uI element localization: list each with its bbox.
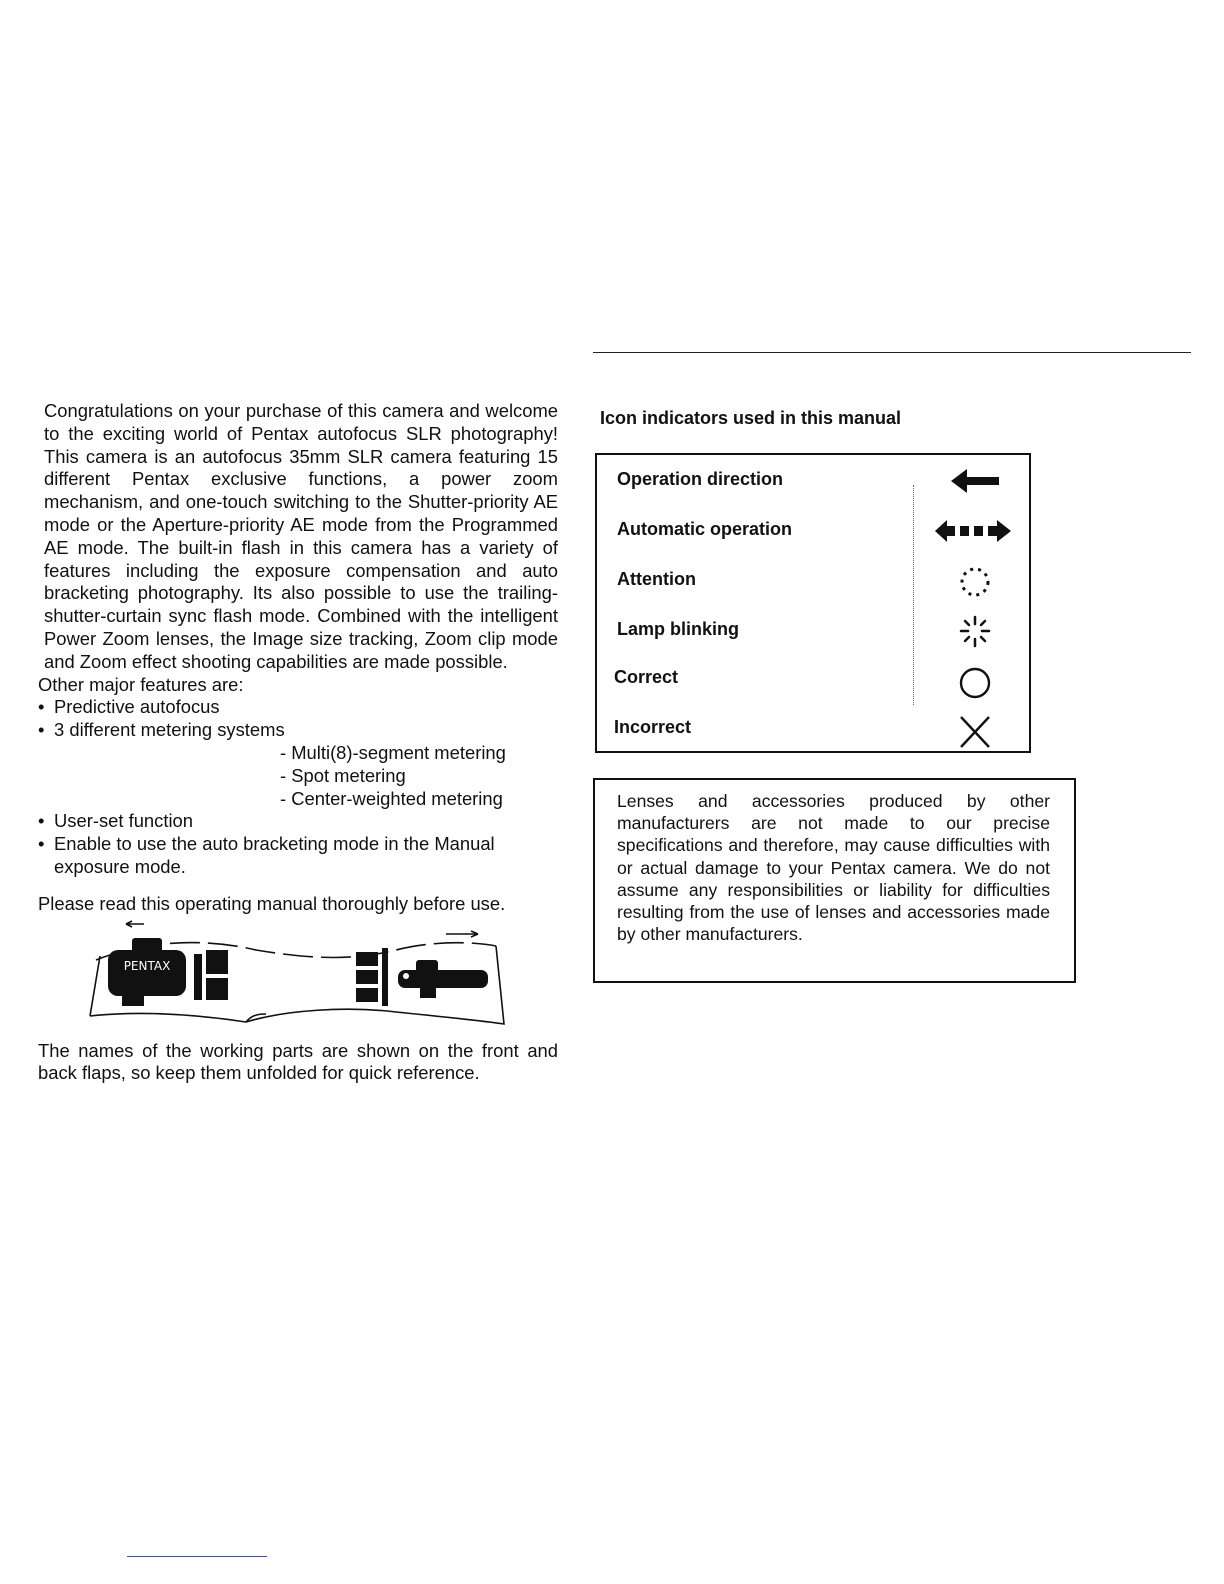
intro-paragraph: Congratulations on your purchase of this camera and welcome to the exciting world of Pentax autofocus SLR photography! This camera is an autofocus 35mm SLR camera featuring 15 different Pentax exclusive functions, a power zoom mechanism, and one-touch switching to the Shutter-priority AE mode or the Aperture-priority AE mode from the Programmed AE mode. The built-in flash in this camera has a variety of features including the exposure compensation and auto bracketing photography. Its also possible to use the trailing-shutter-curtain sync flash mode. Combined with the intelligent Power Zoom lenses, the Image size tracking, Zoom clip mode and Zoom effect shooting capabilities are made possible. — [44, 400, 558, 672]
icon-label-automatic-operation: Automatic operation — [617, 519, 793, 539]
please-read-note: Please read this operating manual thoroughly before use. — [38, 892, 506, 914]
circle-icon — [947, 663, 1003, 703]
icon-indicators-column — [593, 400, 1083, 945]
feature-metering-label: 3 different metering systems — [54, 719, 285, 741]
metering-type-center-weighted: - Center-weighted metering — [280, 788, 558, 811]
pentax-logo: PENTAX — [123, 958, 171, 973]
icon-label-incorrect: Incorrect — [614, 717, 692, 737]
feature-user-set-function: • User-set function — [38, 810, 558, 833]
icon-row-automatic-operation — [617, 511, 1017, 551]
blinking-lamp-icon — [947, 611, 1003, 651]
third-party-lens-notice — [593, 778, 1076, 983]
icon-label-operation-direction: Operation direction — [617, 469, 784, 489]
metering-type-spot: - Spot metering — [280, 765, 558, 788]
top-divider — [593, 352, 1191, 353]
dotted-circle-icon — [947, 561, 1003, 601]
dotted-double-arrow-icon — [933, 511, 1019, 551]
working-parts-note: The names of the working parts are shown on the front and back flaps, so keep them unfolded for quick reference. — [38, 1039, 558, 1084]
feature-metering-systems — [38, 719, 558, 810]
fold-right-arrow-icon — [446, 931, 478, 937]
camera-top-view-icon — [398, 960, 488, 998]
bottom-divider — [127, 1556, 267, 1557]
icon-row-attention — [617, 561, 1017, 601]
feature-list — [38, 696, 558, 878]
back-flap-pages-icon — [356, 948, 388, 1006]
icon-label-correct: Correct — [614, 667, 679, 687]
metering-type-list — [54, 742, 558, 810]
fold-left-arrow-icon — [126, 921, 144, 927]
pentax-camera-icon — [108, 938, 186, 1006]
metering-type-multi-segment: - Multi(8)-segment metering — [280, 742, 558, 765]
icon-row-incorrect — [614, 709, 1017, 749]
icon-legend-box — [595, 453, 1031, 753]
icon-label-attention: Attention — [617, 569, 696, 589]
front-flap-pages-icon — [194, 950, 228, 1000]
x-icon — [947, 711, 1003, 751]
arrow-left-icon — [947, 461, 1003, 501]
introduction-column — [38, 400, 558, 1085]
feature-auto-bracketing: • Enable to use the auto bracketing mode in the Manual exposure mode. — [38, 833, 558, 879]
icon-label-lamp-blinking: Lamp blinking — [617, 619, 740, 639]
icon-row-operation-direction — [617, 461, 1017, 501]
manual-flaps-illustration — [86, 920, 516, 1030]
other-features-label: Other major features are: — [38, 673, 244, 695]
icon-row-correct — [614, 659, 1017, 699]
feature-predictive-autofocus: • Predictive autofocus — [38, 696, 558, 719]
icon-indicators-heading: Icon indicators used in this manual — [600, 408, 902, 428]
icon-row-lamp-blinking — [617, 611, 1017, 651]
notice-text: Lenses and accessories produced by other manufacturers are not made to our precise specifications and therefore, may cause difficulties with or actual damage to your Pentax camera. We do not assume any responsibilities or liability for difficulties resulting from the use of lenses and accessories made by other manufacturers. — [617, 791, 1050, 945]
